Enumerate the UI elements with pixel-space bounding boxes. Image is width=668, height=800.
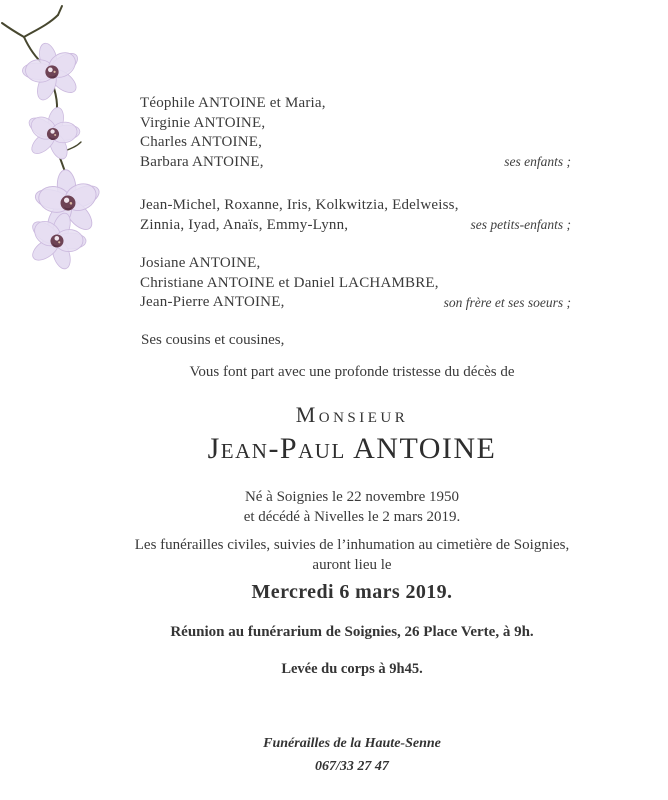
family-name-line: Téophile ANTOINE et Maria,: [140, 95, 326, 111]
announcement-line: Vous font part avec une profonde tristesse du décès de: [189, 364, 515, 380]
family-group-children: [140, 94, 571, 172]
funeral-info-block: [36, 536, 668, 575]
family-name-line: Charles ANTOINE,: [140, 134, 263, 150]
relation-label-grandchildren: ses petits-enfants ;: [470, 217, 571, 232]
deceased-name: Jean-Paul ANTOINE: [207, 432, 497, 465]
family-name-line: Zinnia, Iyad, Anaïs, Emmy-Lynn,: [140, 216, 349, 233]
honorific-title: Monsieur: [295, 402, 409, 427]
cousins-line: Ses cousins et cousines,: [141, 332, 285, 348]
funeral-line-2: auront lieu le: [312, 556, 392, 573]
family-name-line: Josiane ANTOINE,: [140, 255, 261, 271]
death-line: et décédé à Nivelles le 2 mars 2019.: [243, 508, 461, 525]
family-group-siblings: [140, 254, 571, 313]
funeral-home-name: Funérailles de la Haute-Senne: [263, 736, 441, 751]
orchid-branch-image: [0, 0, 135, 280]
funeral-date: Mercredi 6 mars 2019.: [251, 581, 453, 603]
birth-line: Né à Soignies le 22 novembre 1950: [244, 489, 460, 505]
relation-label-children: ses enfants ;: [504, 154, 571, 169]
family-group-grandchildren: [140, 196, 571, 235]
family-name-line: Virginie ANTOINE,: [140, 114, 266, 131]
birth-death-block: [36, 488, 668, 527]
family-name-line: Christiane ANTOINE et Daniel LACHAMBRE,: [140, 274, 439, 291]
family-name-line: Jean-Pierre ANTOINE,: [140, 294, 285, 310]
funeral-home-footer: [36, 732, 668, 778]
family-name-line: Barbara ANTOINE,: [140, 153, 264, 170]
meeting-line: Réunion au funérarium de Soignies, 26 Place Verte, à 9h.: [170, 624, 534, 640]
family-name-line: Jean-Michel, Roxanne, Iris, Kolkwitzia, Edelweiss,: [140, 197, 459, 213]
funeral-line-1: Les funérailles civiles, suivies de l’inhumation au cimetière de Soignies,: [134, 537, 570, 553]
funeral-home-phone: 067/33 27 47: [315, 759, 389, 774]
relation-label-siblings: son frère et ses soeurs ;: [443, 294, 571, 310]
body-removal-line: Levée du corps à 9h45.: [281, 661, 423, 677]
